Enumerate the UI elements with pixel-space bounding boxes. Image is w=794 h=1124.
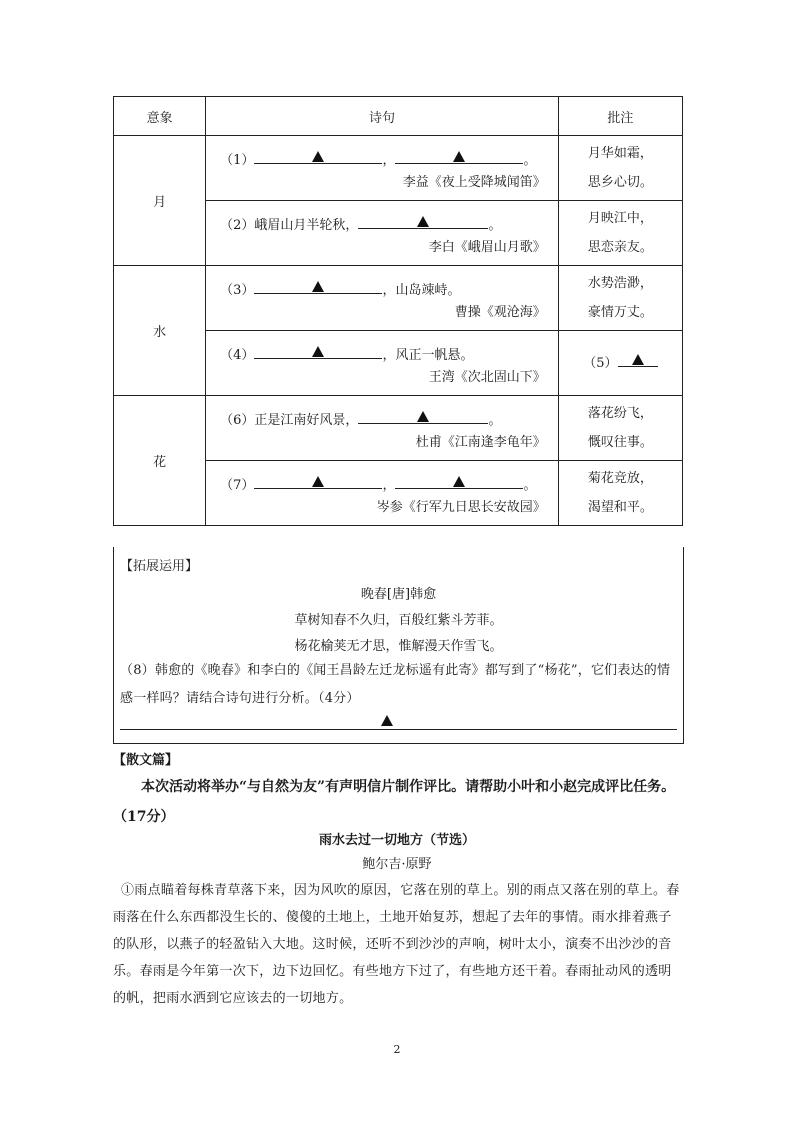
poem-title: 晚春[唐]韩愈 [360,587,437,602]
poem-cell-6 [206,461,559,526]
poem-prefix: （6）正是江南好风景， [220,413,359,428]
poem-cell-5 [206,396,559,461]
table-row [114,136,683,201]
note-line: 落花纷飞， [587,406,653,421]
imagery-moon: 月 [114,136,206,266]
prose-intro: 本次活动将举办“与自然为友”有声明信片制作评比。请帮助小叶和小赵完成评比任务。（17分） [113,779,676,825]
answer-blank[interactable] [395,472,523,489]
answer-blank[interactable] [254,342,382,359]
poem-prefix: （1） [220,153,255,168]
essay-title: 雨水去过一切地方（节选） [318,833,475,848]
answer-blank[interactable] [254,472,382,489]
note-line: 渴望和平。 [587,500,653,515]
triangle-marker-icon [381,715,393,726]
poem-source: 李益《夜上受降城闻笛》 [402,175,546,190]
poem-prefix: （7） [220,478,255,493]
poem-suffix: 。 [488,413,502,428]
poem-source: 岑参《行军九日思长安故园》 [376,500,546,515]
extension-box [113,547,684,744]
note-cell [558,461,682,526]
essay-paragraph: ①雨点瞄着每株青草落下来，因为风吹的原因，它落在别的草上。别的雨点又落在别的草上。春雨落在什么东西都没生长的、傻傻的土地上，土地开始复苏，想起了去年的事情。雨水排着燕子的队形，以燕子的轻盈钻入大地。这时候，还听不到沙沙的声响，树叶太小，演奏不出沙沙的音乐。春雨是今年第一次下，边下边回忆。有些地方下过了，有些地方还干着。春雨扯动风的透明的帆，把雨水洒到它应该去的一切地方。 [113,883,680,1006]
note-line: 豪情万丈。 [587,305,653,320]
poem-cell-1 [206,136,559,201]
note-cell [558,266,682,331]
triangle-marker-icon [312,346,324,357]
imagery-water: 水 [114,266,206,396]
answer-line[interactable] [120,729,677,730]
poem-mid: ， [382,478,396,493]
triangle-marker-icon [312,281,324,292]
triangle-marker-icon [417,216,429,227]
page-number: 2 [393,1043,401,1056]
poem-suffix: 。 [523,478,537,493]
note-line: 思恋亲友。 [587,240,653,255]
poem-source: 王湾《次北固山下》 [428,370,546,385]
triangle-marker-icon [417,411,429,422]
poem-line [220,277,460,298]
poem-line [220,472,536,493]
poem-cell-4 [206,331,559,396]
note-line: 月华如霜， [587,146,653,161]
imagery-flower: 花 [114,396,206,526]
poem-source: 曹操《观沧海》 [454,305,546,320]
poem-prefix: （3） [220,283,255,298]
answer-blank[interactable] [254,147,382,164]
triangle-marker-icon [312,476,324,487]
poem-prefix: （4） [220,348,255,363]
poem-cell-2 [206,201,559,266]
triangle-marker-icon [453,151,465,162]
note-cell [558,331,682,396]
note-line: 思乡心切。 [587,175,653,190]
poem-mid: ， [382,153,396,168]
poem-suffix: 。 [488,218,502,233]
poem-prefix: （2）峨眉山月半轮秋， [220,218,359,233]
poem-line-1: 草树知春不久归，百般红紫斗芳菲。 [294,613,503,628]
poem-source: 李白《峨眉山月歌》 [428,240,546,255]
answer-blank[interactable] [358,407,488,424]
note-line: 水势浩渺， [587,276,653,291]
extension-title: 【拓展运用】 [120,559,199,574]
poem-line [220,212,501,233]
poem-suffix: ，山岛竦峙。 [382,283,461,298]
poem-cell-3 [206,266,559,331]
note-cell [558,201,682,266]
poem-line [220,342,473,363]
table-row [114,266,683,331]
answer-blank[interactable] [358,212,488,229]
note-line: 月映江中， [587,211,653,226]
prose-section-title: 【散文篇】 [113,753,179,768]
note-cell [558,396,682,461]
note-line: 菊花竞放， [587,471,653,486]
triangle-marker-icon [312,151,324,162]
header-note: 批注 [558,97,682,136]
note-label: （5） [583,355,618,371]
essay-author: 鲍尔吉·原野 [362,857,432,872]
header-imagery: 意象 [114,97,206,136]
question-8: （8）韩愈的《晚春》和李白的《闻王昌龄左迁龙标遥有此寄》都写到了“杨花”，它们表达的情感一样吗？请结合诗句进行分析。（4分） [120,663,671,706]
poem-source: 杜甫《江南逢李龟年》 [415,435,546,450]
poem-line [220,407,501,428]
answer-blank[interactable] [618,350,658,367]
triangle-marker-icon [453,476,465,487]
table-row [114,396,683,461]
poem-line [220,147,536,168]
header-poem: 诗句 [206,97,559,136]
note-line: 慨叹往事。 [587,435,653,450]
table-header-row [114,97,683,136]
poem-line-2: 杨花榆荚无才思，惟解漫天作雪飞。 [294,639,503,654]
note-cell [558,136,682,201]
answer-blank[interactable] [395,147,523,164]
poem-suffix: 。 [523,153,537,168]
poem-suffix: ，风正一帆悬。 [382,348,474,363]
triangle-marker-icon [632,354,644,365]
answer-blank[interactable] [254,277,382,294]
poetry-table [113,96,683,526]
